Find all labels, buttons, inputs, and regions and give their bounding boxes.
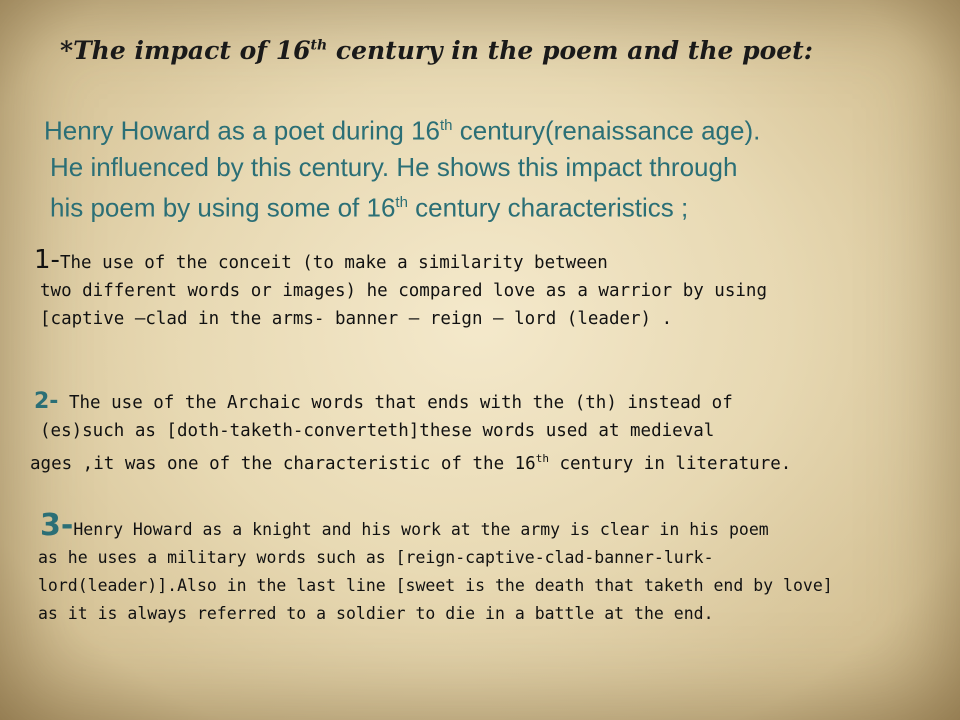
intro-line-3-pre: his poem by using some of 16 — [50, 192, 396, 223]
point-1-number: 1- — [34, 245, 60, 275]
point-2-line-3 — [30, 445, 914, 478]
title-superscript: th — [310, 37, 328, 54]
title-text-pre: *The impact of 16 — [60, 36, 311, 65]
point-3 — [34, 508, 914, 628]
point-1-line-1 — [34, 246, 914, 277]
intro-line-1-sup: th — [440, 117, 453, 134]
point-2-line-2: (es)such as [doth-taketh-converteth]these words used at medieval — [40, 421, 715, 441]
point-2-line-1 — [34, 388, 914, 417]
intro-line-2: He influenced by this century. He shows this impact through — [50, 151, 738, 182]
intro-line-1 — [44, 108, 924, 149]
point-1-line-3: [captive –clad in the arms- banner – reign – lord (leader) . — [40, 309, 673, 329]
intro-line-3 — [44, 185, 924, 226]
point-3-line-3: lord(leader)].Also in the last line [sweet is the death that taketh end by love] — [38, 576, 833, 595]
intro-line-1-pre: Henry Howard as a poet during 16 — [44, 115, 441, 146]
point-1-line-1-text: The use of the conceit (to make a similarity between — [59, 253, 608, 273]
intro-line-3-post: century characteristics ; — [407, 192, 689, 223]
point-1-line-2: two different words or images) he compared love as a warrior by using — [40, 281, 767, 301]
point-1 — [34, 246, 914, 333]
intro-line-1-post: century(renaissance age). — [452, 115, 761, 146]
point-3-line-2: as he uses a military words such as [reign-captive-clad-banner-lurk- — [38, 548, 714, 567]
intro-paragraph — [44, 108, 924, 225]
slide-title — [60, 36, 920, 65]
point-3-line-4: as it is always referred to a soldier to die in a battle at the end. — [38, 604, 714, 623]
title-text-post: century in the poem and the poet: — [327, 36, 813, 65]
point-3-number: 3- — [40, 508, 74, 543]
point-2-number: 2- — [34, 389, 59, 414]
point-2-line-3-pre: ages ,it was one of the characteristic of the 16 — [30, 453, 536, 474]
point-3-line-1 — [34, 508, 914, 544]
intro-line-3-sup: th — [395, 193, 408, 211]
point-2-line-3-sup: th — [535, 452, 549, 465]
point-2-line-3-post: century in literature. — [548, 453, 792, 474]
point-3-line-1-text: Henry Howard as a knight and his work at the army is clear in his poem — [73, 520, 769, 539]
point-2-line-1-text: The use of the Archaic words that ends with the (th) instead of — [58, 393, 733, 413]
point-2 — [30, 388, 914, 478]
